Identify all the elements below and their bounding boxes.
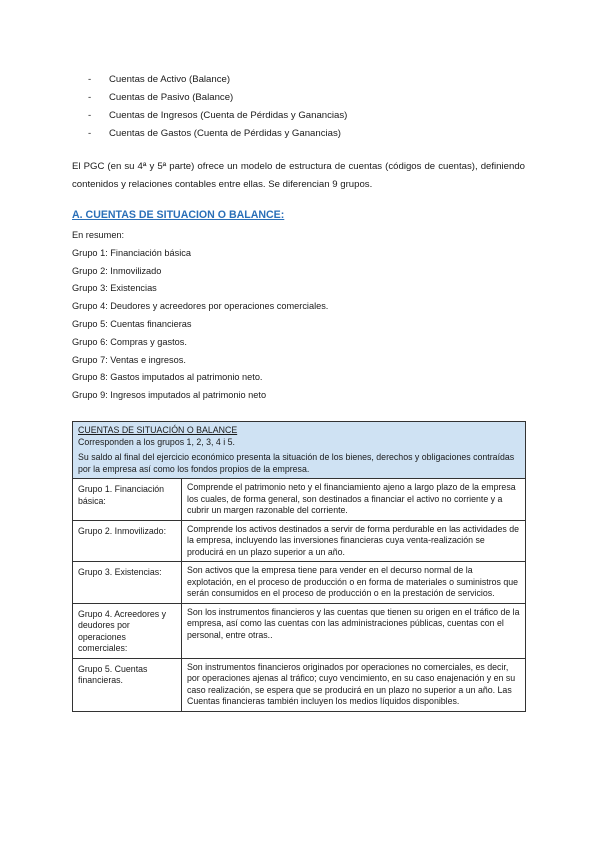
group-name: Grupo 3. Existencias: [78,567,162,577]
table-description: Su saldo al final del ejercicio económico presenta la situación de los bienes, derechos y obligaciones contraídas por la empresa así como los fondos propios de la empresa. [78,452,515,474]
description-cell: Comprende los activos destinados a servir de forma perdurable en las actividades de la empresa, incluyendo las inversiones financieras cuya venta-realización se producirá en un plazo superior a un año. [182,520,526,562]
table-subtitle: Corresponden a los grupos 1, 2, 3, 4 i 5. [78,436,235,447]
table-row [73,562,526,604]
table-row [73,520,526,562]
list-item-text: Cuentas de Ingresos (Cuenta de Pérdidas y Ganancias) [109,110,348,121]
group-name: Grupo 1. Financiación básica: [78,484,165,506]
section-heading: A. CUENTAS DE SITUACION O BALANCE: [72,209,285,221]
group-cell [73,479,182,521]
list-item-text: Cuentas de Pasivo (Balance) [109,92,234,103]
table-row [73,658,526,711]
summary-item: Grupo 3: Existencias [72,283,157,294]
bullet-dash: - [88,92,92,103]
summary-item: Grupo 7: Ventas e ingresos. [72,354,186,365]
summary-item: Grupo 6: Compras y gastos. [72,336,187,347]
table-row [73,479,526,521]
list-item [88,89,347,107]
list-item [88,125,347,143]
list-item-text: Cuentas de Gastos (Cuenta de Pérdidas y Ganancias) [109,128,341,139]
summary-item: Grupo 9: Ingresos imputados al patrimonio neto [72,390,267,401]
summary-item: Grupo 2: Inmovilizado [72,265,162,276]
group-cell [73,520,182,562]
summary-item: Grupo 8: Gastos imputados al patrimonio neto. [72,372,263,383]
group-cell [73,658,182,711]
group-name: Grupo 2. Inmovilizado: [78,525,167,536]
description-cell: Son activos que la empresa tiene para vender en el decurso normal de la explotación, en el proceso de producción o en forma de materiales o suministros que serán consumidos en el proceso de producción o en la prestación de servicios. [182,562,526,604]
table-title: CUENTAS DE SITUACIÓN O BALANCE [78,425,238,435]
intro-paragraph: El PGC (en su 4ª y 5ª parte) ofrece un modelo de estructura de cuentas (códigos de cuentas), definiendo contenidos y relaciones contables entre ellas. Se diferencian 9 grupos. [72,161,525,190]
group-name: Grupo 4. Acreedores y deudores por operaciones comerciales: [78,608,167,653]
description-cell: Son los instrumentos financieros y las cuentas que tienen su origen en el tráfico de la empresa, así como las cuentas con las administraciones públicas, cuentas con el personal, entre otras.. [182,603,526,658]
group-name: Grupo 5. Cuentas financieras. [78,663,148,685]
accounts-table [72,421,526,712]
summary-item: Grupo 1: Financiación básica [72,247,191,258]
bullet-dash: - [88,110,92,121]
description-cell: Comprende el patrimonio neto y el financiamiento ajeno a largo plazo de la empresa los cuales, de forma general, son destinados a financiar el activo no corriente y a cubrir un margen razonable del corriente. [182,479,526,521]
bullet-dash: - [88,128,92,139]
table-header-cell [73,422,526,479]
description-cell: Son instrumentos financieros originados por operaciones no comerciales, es decir, por operaciones ajenas al tráfico; cuyo vencimiento, en su caso enajenación y en su caso realización, se espera que se producirá en un plazo no superior a un año. Las Cuentas financieras también incluyen los medios líquidos disponibles. [182,658,526,711]
account-types-list [88,71,347,143]
summary-item: Grupo 5: Cuentas financieras [72,318,192,329]
list-item [88,107,347,125]
bullet-dash: - [88,74,92,85]
table-header-row [73,422,526,479]
group-cell [73,603,182,658]
summary-label: En resumen: [72,230,125,240]
group-cell [73,562,182,604]
table-row [73,603,526,658]
list-item-text: Cuentas de Activo (Balance) [109,74,231,85]
list-item [88,71,347,89]
summary-item: Grupo 4: Deudores y acreedores por operaciones comerciales. [72,301,329,312]
group-summary-list [72,227,328,405]
